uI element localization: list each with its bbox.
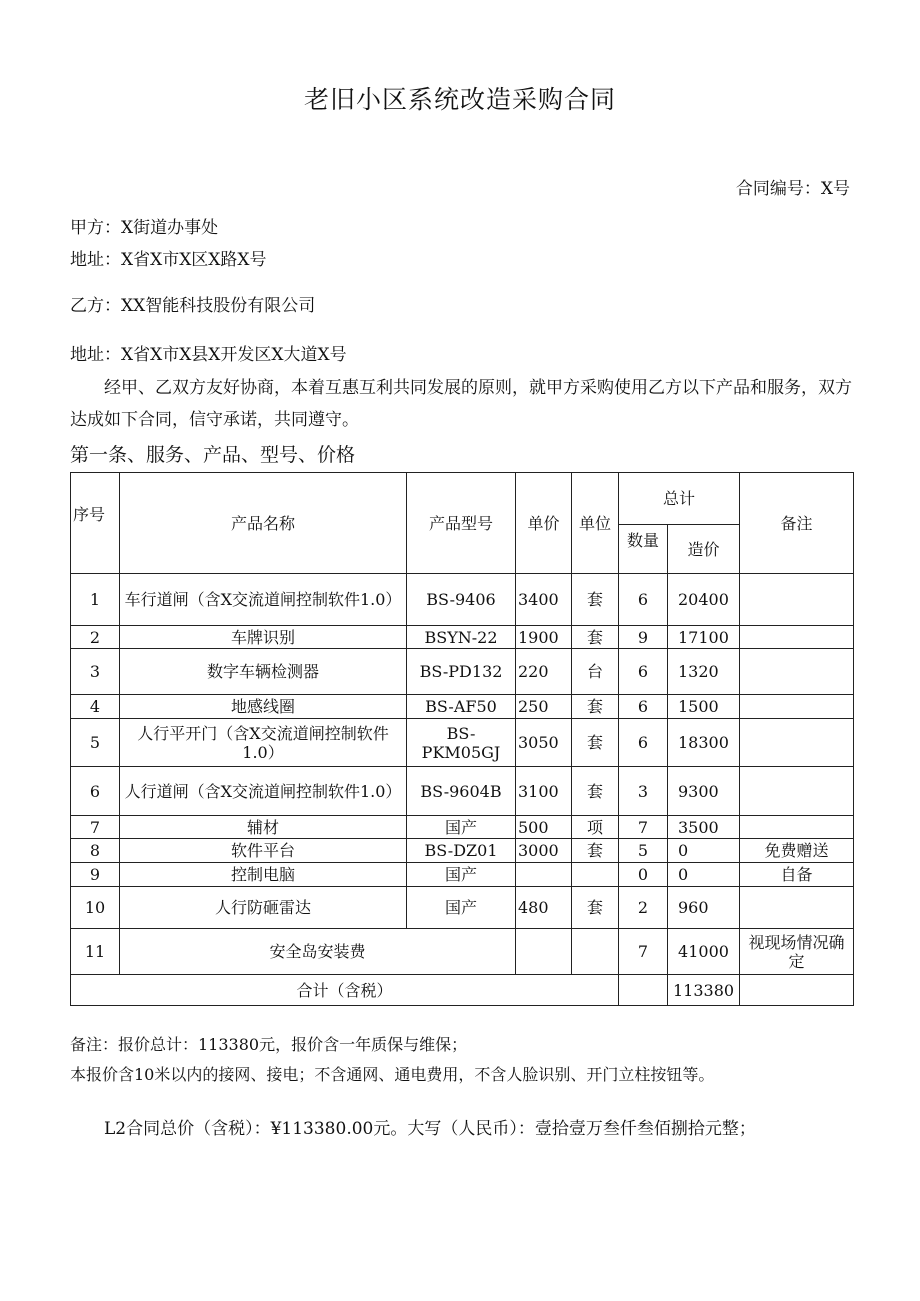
row-model: BS-AF50: [407, 695, 516, 719]
row-cost: 960: [668, 887, 740, 929]
table-row: [71, 649, 854, 695]
table-row: [71, 816, 854, 839]
row-model: BSYN-22: [407, 626, 516, 649]
row-qty: 7: [619, 929, 668, 975]
row-remark: [740, 816, 854, 839]
contract-number: 合同编号：X号: [735, 179, 850, 199]
document-title: 老旧小区系统改造采购合同: [303, 85, 616, 114]
row-unit: 套: [572, 626, 619, 649]
row-remark: [740, 719, 854, 767]
row-qty: 6: [619, 695, 668, 719]
total-cost: 113380: [668, 975, 740, 1006]
row-remark: [740, 767, 854, 816]
row-model: BS-PD132: [407, 649, 516, 695]
party-b: 乙方：XX智能科技股份有限公司: [70, 296, 316, 316]
row-cost: 17100: [668, 626, 740, 649]
row-name: 人行道闸（含X交流道闸控制软件1.0）: [120, 767, 407, 816]
header-total: 总计: [619, 473, 740, 525]
row-unit: 套: [572, 767, 619, 816]
row-seq: 2: [71, 626, 120, 649]
row-model: BS-9604B: [407, 767, 516, 816]
row-qty: 6: [619, 719, 668, 767]
header-cost: 造价: [668, 525, 740, 574]
row-model: 国产: [407, 863, 516, 887]
note-2: 本报价含10米以内的接网、接电；不含通网、通电费用，不含人脸识别、开门立柱按钮等。: [70, 1065, 715, 1084]
row-price: 3100: [516, 767, 572, 816]
header-model: 产品型号: [407, 473, 516, 574]
header-name: 产品名称: [120, 473, 407, 574]
row-cost: 3500: [668, 816, 740, 839]
row-qty: 2: [619, 887, 668, 929]
row-name: 车牌识别: [120, 626, 407, 649]
row-unit: 套: [572, 695, 619, 719]
row-seq: 5: [71, 719, 120, 767]
row-qty: 9: [619, 626, 668, 649]
party-b-address: 地址：X省X市X县X开发区X大道X号: [70, 345, 347, 365]
row-qty: 7: [619, 816, 668, 839]
table-row: [71, 767, 854, 816]
row-price: 500: [516, 816, 572, 839]
table-row: [71, 574, 854, 626]
row-cost: 1320: [668, 649, 740, 695]
row-model: 国产: [407, 887, 516, 929]
table-row: [71, 626, 854, 649]
total-price-line: L2合同总价（含税）：¥113380.00元。大写（人民币）：壹拾壹万叁仟叁佰捌拾元整；: [104, 1119, 756, 1139]
row-price: 220: [516, 649, 572, 695]
header-qty: 数量: [619, 525, 668, 574]
row-name: 车行道闸（含X交流道闸控制软件1.0）: [120, 574, 407, 626]
row-qty: 0: [619, 863, 668, 887]
row-cost: 18300: [668, 719, 740, 767]
row-seq: 11: [71, 929, 120, 975]
row-unit: 套: [572, 719, 619, 767]
row-model: BS-PKM05GJ: [407, 719, 516, 767]
row-price: 3000: [516, 839, 572, 863]
row-price: 250: [516, 695, 572, 719]
row-qty: 6: [619, 574, 668, 626]
row-name: 地感线圈: [120, 695, 407, 719]
row-cost: 9300: [668, 767, 740, 816]
row-remark: 视现场情况确定: [740, 929, 854, 975]
header-remark: 备注: [740, 473, 854, 574]
row-seq: 9: [71, 863, 120, 887]
row-price: 3400: [516, 574, 572, 626]
row-model: BS-DZ01: [407, 839, 516, 863]
table-row: [71, 887, 854, 929]
row-unit: 项: [572, 816, 619, 839]
row-name: 人行平开门（含X交流道闸控制软件1.0）: [120, 719, 407, 767]
total-label: 合计（含税）: [71, 975, 619, 1006]
row-seq: 7: [71, 816, 120, 839]
row-price: 3050: [516, 719, 572, 767]
party-a-address: 地址：X省X市X区X路X号: [70, 250, 267, 270]
row-remark: [740, 626, 854, 649]
row-remark: [740, 649, 854, 695]
row-unit: 台: [572, 649, 619, 695]
row-price: [516, 863, 572, 887]
row-name: 辅材: [120, 816, 407, 839]
table-row: [71, 839, 854, 863]
intro-paragraph: 经甲、乙双方友好协商，本着互惠互利共同发展的原则，就甲方采购使用乙方以下产品和服务，双方达成如下合同，信守承诺，共同遵守。: [70, 378, 852, 430]
row-cost: 0: [668, 839, 740, 863]
row-qty: 6: [619, 649, 668, 695]
row-seq: 8: [71, 839, 120, 863]
row-unit: 套: [572, 574, 619, 626]
row-name: 控制电脑: [120, 863, 407, 887]
row-price: 1900: [516, 626, 572, 649]
row-name: 软件平台: [120, 839, 407, 863]
note-1: 备注：报价总计：113380元，报价含一年质保与维保；: [70, 1035, 468, 1054]
row-seq: 3: [71, 649, 120, 695]
table-row: [71, 863, 854, 887]
row-qty: 5: [619, 839, 668, 863]
row-unit: 套: [572, 839, 619, 863]
price-table: [70, 472, 854, 1006]
row-remark: [740, 887, 854, 929]
row-name: 安全岛安装费: [120, 929, 516, 975]
section-heading: 第一条、服务、产品、型号、价格: [70, 444, 356, 466]
row-remark: 免费赠送: [740, 839, 854, 863]
row-unit: [572, 863, 619, 887]
row-unit: 套: [572, 887, 619, 929]
row-remark: 自备: [740, 863, 854, 887]
party-a: 甲方：X街道办事处: [70, 218, 219, 238]
row-seq: 4: [71, 695, 120, 719]
row-remark: [740, 695, 854, 719]
row-cost: 41000: [668, 929, 740, 975]
row-qty: 3: [619, 767, 668, 816]
row-model: BS-9406: [407, 574, 516, 626]
table-row: [71, 695, 854, 719]
row-name: 人行防砸雷达: [120, 887, 407, 929]
row-remark: [740, 574, 854, 626]
table-row: [71, 719, 854, 767]
row-model: 国产: [407, 816, 516, 839]
row-name: 数字车辆检测器: [120, 649, 407, 695]
header-unit: 单位: [572, 473, 619, 574]
row-cost: 0: [668, 863, 740, 887]
row-cost: 1500: [668, 695, 740, 719]
row-seq: 1: [71, 574, 120, 626]
row-seq: 6: [71, 767, 120, 816]
header-seq: 序号: [71, 473, 120, 574]
row-seq: 10: [71, 887, 120, 929]
header-unit-price: 单价: [516, 473, 572, 574]
row-price: 480: [516, 887, 572, 929]
row-cost: 20400: [668, 574, 740, 626]
